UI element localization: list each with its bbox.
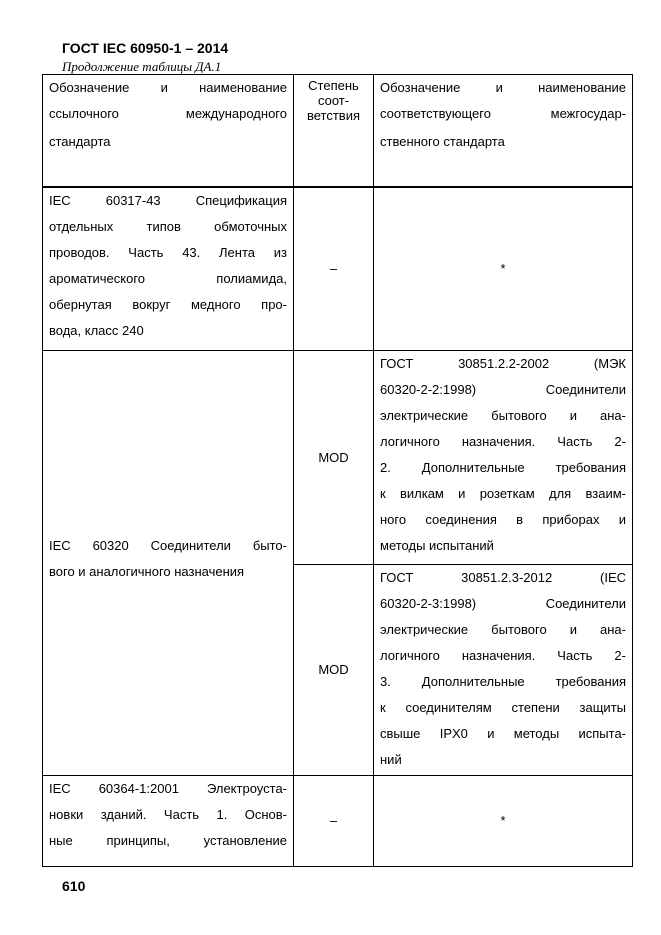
table-continuation-caption: Продолжение таблицы ДА.1 bbox=[62, 59, 222, 74]
table-header-row bbox=[43, 75, 633, 188]
table-row bbox=[43, 351, 633, 565]
page-number: 610 bbox=[62, 878, 86, 894]
interstate-standard-cell: ГОСТ 30851.2.2-2002 (МЭК 60320-2-2:1998) Соединители электрические бытового и ана- логичного назначения. Часть 2- 2. Дополнительные требования к вилкам и розеткам для взаим- ного соединения в приборах и методы испытаний bbox=[374, 351, 633, 565]
interstate-standard-cell: * bbox=[374, 776, 633, 867]
header-interstate-standard: Обозначение и наименование соответствующего межгосудар- ственного стандарта bbox=[374, 75, 633, 188]
international-standard-cell: IEC 60364-1:2001 Электроуста- новки зданий. Часть 1. Основ- ные принципы, установление bbox=[43, 776, 294, 867]
interstate-standard-cell: * bbox=[374, 187, 633, 351]
degree-cell: – bbox=[294, 187, 374, 351]
interstate-standard-cell: ГОСТ 30851.2.3-2012 (IEC 60320-2-3:1998) Соединители электрические бытового и ана- логичного назначения. Часть 2- 3. Дополнительные требования к соединителям степени защиты свыше IPX0 и методы испыта- ний bbox=[374, 565, 633, 776]
document-title: ГОСТ IEC 60950-1 – 2014 bbox=[62, 40, 229, 56]
table-row bbox=[43, 776, 633, 867]
international-standard-cell: IEC 60317-43 Спецификация отдельных типов обмоточных проводов. Часть 43. Лента из ароматического полиамида, обернутая вокруг медного про- вода, класс 240 bbox=[43, 187, 294, 351]
table-row bbox=[43, 187, 633, 351]
degree-cell: – bbox=[294, 776, 374, 867]
header-degree-of-conformity: Степень соот- ветствия bbox=[294, 75, 374, 188]
header-international-standard: Обозначение и наименование ссылочного международного стандарта bbox=[43, 75, 294, 188]
international-standard-cell: IEC 60320 Соединители быто- вого и аналогичного назначения bbox=[43, 351, 294, 776]
degree-cell: MOD bbox=[294, 565, 374, 776]
degree-cell: MOD bbox=[294, 351, 374, 565]
standards-correspondence-table bbox=[42, 74, 633, 867]
